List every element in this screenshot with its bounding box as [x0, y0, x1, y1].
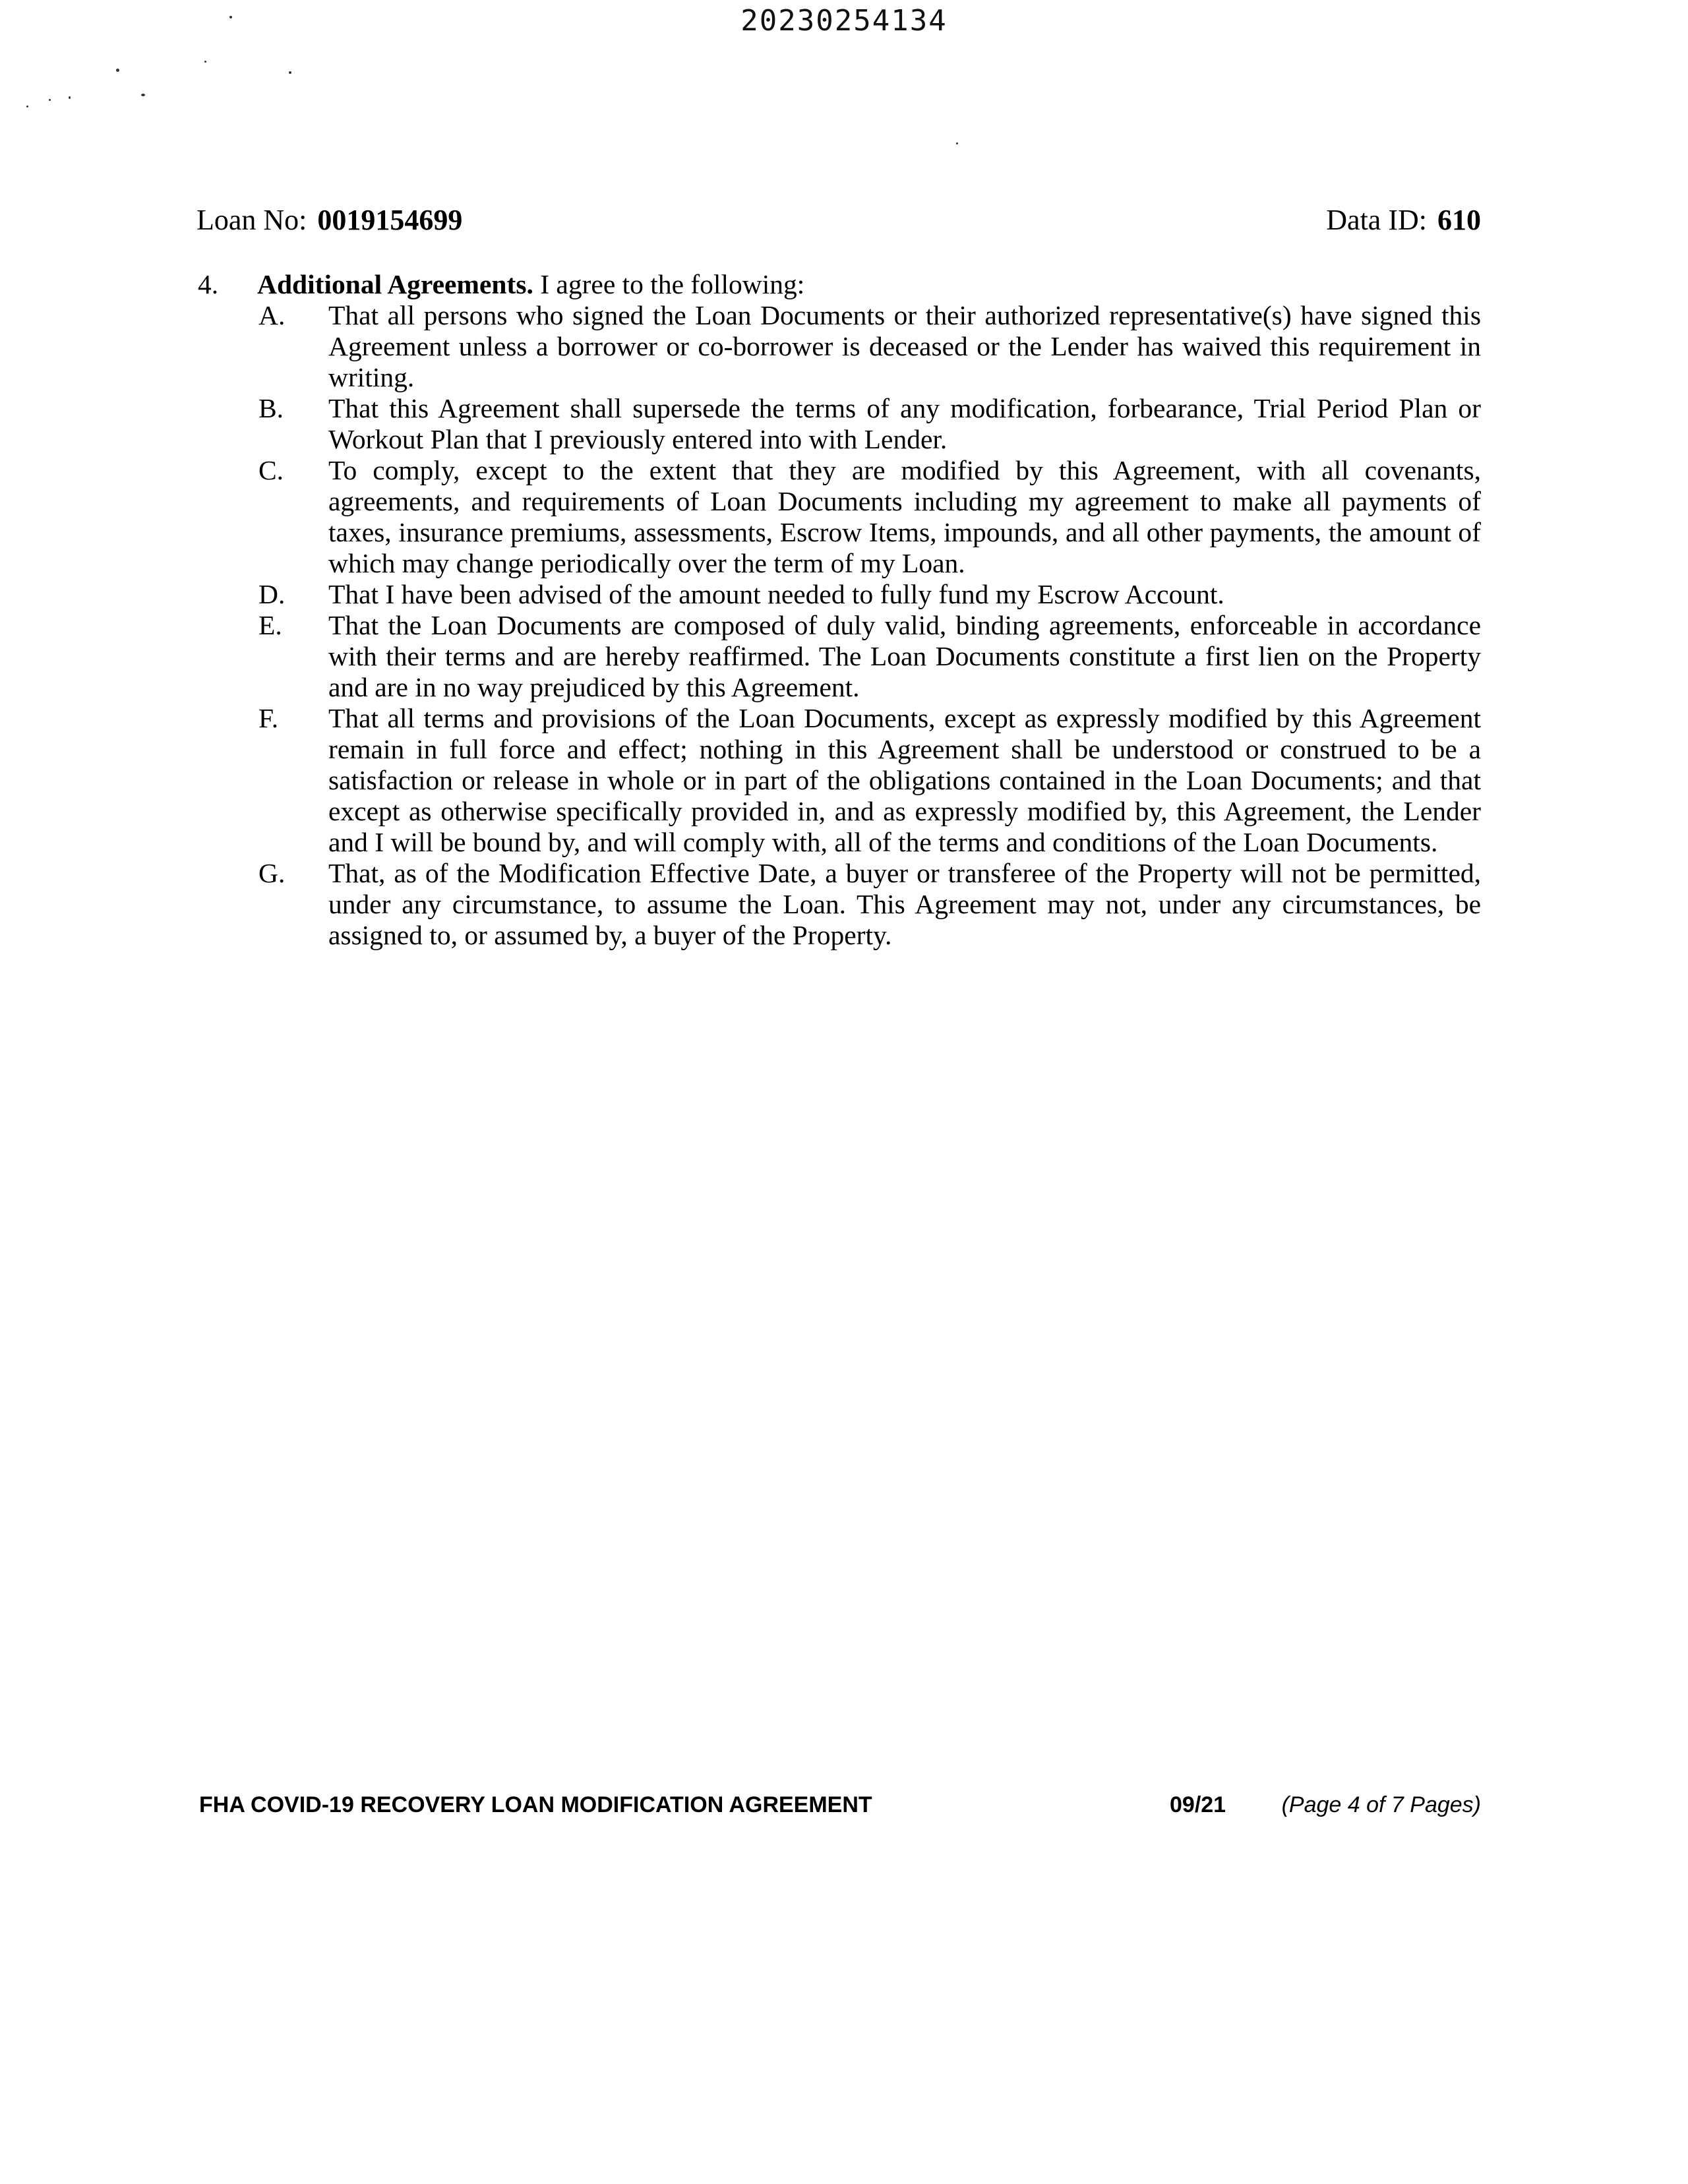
loan-header	[196, 203, 1481, 240]
item-text: To comply, except to the extent that they are modified by this Agreement, with all covenants, agreements, and requirements of Loan Documents including my agreement to make all payments of taxes, insurance premiums, assessments, Escrow Items, impounds, and all other payments, the amount of which may change periodically over the term of my Loan.	[328, 455, 1481, 578]
item-letter: E.	[258, 610, 282, 640]
item-text: That all persons who signed the Loan Documents or their authorized representative(s) have signed this Agreement unless a borrower or co-borrower is deceased or the Lender has waived this requirement in writing.	[328, 300, 1481, 392]
scan-speck	[956, 142, 958, 144]
list-item	[196, 858, 1481, 951]
list-item	[196, 455, 1481, 579]
loan-number-value: 0019154699	[317, 204, 463, 236]
page-footer	[199, 1792, 1481, 1825]
item-letter: B.	[258, 393, 284, 423]
item-text: That all terms and provisions of the Loan Documents, except as expressly modified by this Agreement remain in full force and effect; nothing in this Agreement shall be understood or construed to be a satisfaction or release in whole or in part of the obligations contained in the Loan Documents; and that except as otherwise specifically provided in, and as expressly modified by, this Agreement, the Lender and I will be bound by, and will comply with, all of the terms and conditions of the Loan Documents.	[328, 703, 1481, 857]
item-text: That, as of the Modification Effective Date, a buyer or transferee of the Property will not be permitted, under any circumstance, to assume the Loan. This Agreement may not, under any circumstances, be assigned to, or assumed by, a buyer of the Property.	[328, 858, 1481, 950]
list-item	[196, 300, 1481, 393]
section-heading	[196, 269, 1481, 300]
loan-number-block	[196, 203, 462, 237]
scan-speck	[26, 106, 28, 107]
form-title: FHA COVID-19 RECOVERY LOAN MODIFICATION AGREEMENT	[199, 1792, 872, 1817]
item-letter: C.	[258, 455, 284, 485]
item-text: That this Agreement shall supersede the terms of any modification, forbearance, Trial Period Plan or Workout Plan that I previously entered into with Lender.	[328, 393, 1481, 454]
section-number: 4.	[198, 269, 219, 299]
list-item	[196, 579, 1481, 610]
item-letter: D.	[258, 579, 286, 609]
loan-number-label: Loan No:	[196, 204, 307, 236]
data-id-block	[1326, 203, 1481, 237]
data-id-value: 610	[1437, 204, 1481, 236]
scan-speck	[116, 69, 119, 72]
list-item	[196, 393, 1481, 455]
item-letter: A.	[258, 300, 286, 330]
item-letter: G.	[258, 858, 286, 888]
scan-speck	[289, 71, 291, 74]
scan-speck	[49, 99, 51, 101]
section-title: Additional Agreements.	[257, 269, 533, 299]
page-indicator: (Page 4 of 7 Pages)	[1281, 1792, 1481, 1817]
list-item	[196, 610, 1481, 703]
scan-speck	[141, 94, 145, 96]
item-text: That I have been advised of the amount needed to fully fund my Escrow Account.	[328, 579, 1224, 609]
section-title-line	[257, 269, 804, 300]
item-text: That the Loan Documents are composed of duly valid, binding agreements, enforceable in accordance with their terms and are hereby reaffirmed. The Loan Documents constitute a first lien on the Property and are in no way prejudiced by this Agreement.	[328, 610, 1481, 702]
data-id-label: Data ID:	[1326, 204, 1427, 236]
section-intro: I agree to the following:	[533, 269, 805, 299]
agreement-list	[196, 300, 1481, 951]
additional-agreements-section	[196, 269, 1481, 951]
form-revision: 09/21	[1170, 1792, 1226, 1817]
list-item	[196, 703, 1481, 858]
scan-speck	[69, 96, 71, 99]
recording-number: 20230254134	[740, 4, 948, 38]
item-letter: F.	[258, 703, 279, 733]
scan-speck	[204, 61, 206, 63]
